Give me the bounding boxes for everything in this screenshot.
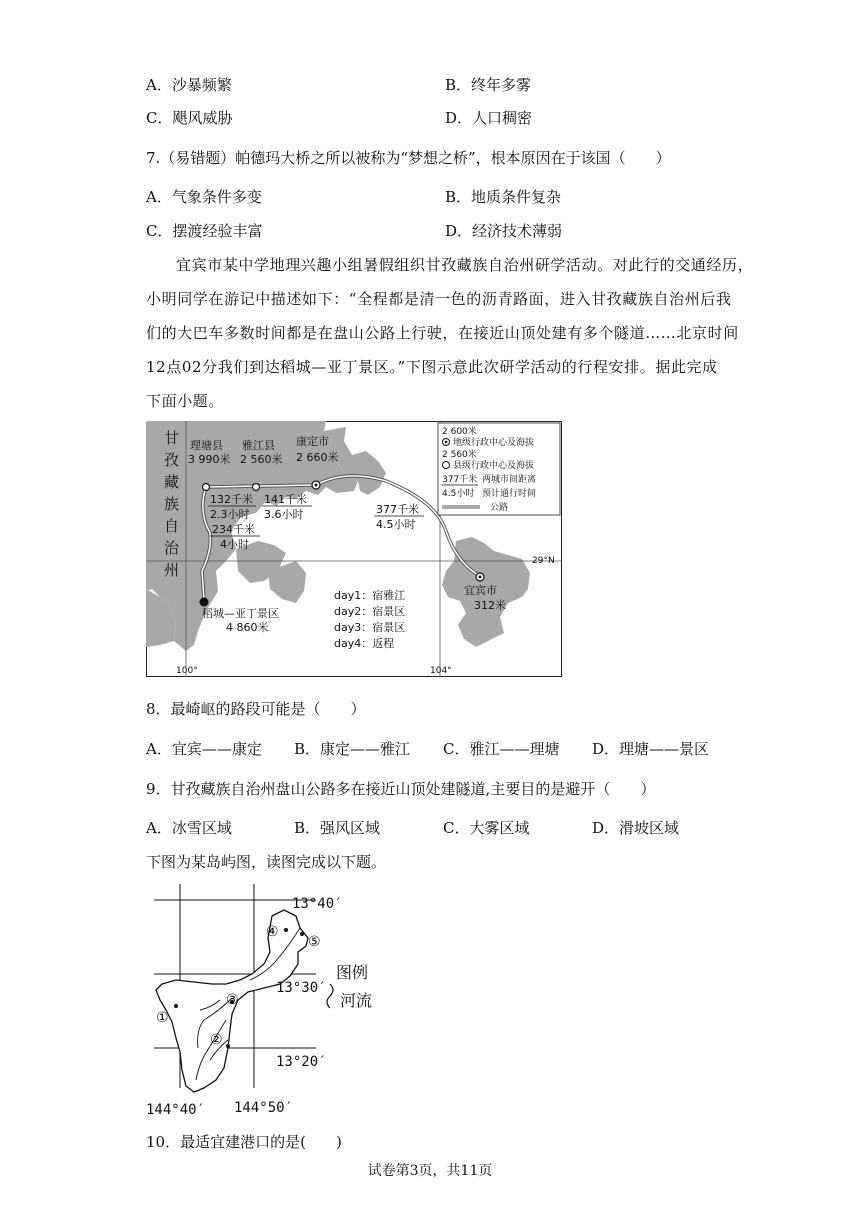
legend-county-elev: 2 560米 [442, 450, 477, 460]
passage-line-4: 12点02分我们到达稻城—亚丁景区。”下图示意此次研学活动的行程安排。据此完成 [146, 358, 718, 376]
itinerary-day3: day3：宿景区 [334, 621, 406, 634]
q7-option-c: C．摆渡经验丰富 [146, 222, 263, 240]
point-3: ③ [226, 992, 239, 1008]
q7-option-a: A．气象条件多变 [146, 188, 262, 206]
seg-yj-kd-time: 3.6小时 [264, 508, 304, 521]
island-legend [327, 963, 372, 1010]
region-char-6: 治 [164, 539, 180, 557]
lat-13-40: 13°40′ [292, 896, 343, 912]
litang-elev: 3 990米 [188, 453, 231, 466]
point-1: ① [156, 1010, 169, 1026]
region-char-2: 孜 [164, 451, 180, 469]
q7-option-d: D．经济技术薄弱 [445, 222, 563, 240]
q9-option-b: B．强风区域 [294, 819, 381, 837]
q6-option-d: D．人口稠密 [445, 109, 533, 127]
q8-option-b: B．康定——雅江 [294, 740, 411, 758]
kangding-name: 康定市 [296, 435, 329, 448]
yibin-elev: 312米 [474, 599, 506, 612]
q9-stem: 9．甘孜藏族自治州盘山公路多在接近山顶处建隧道,主要目的是避开（ ） [146, 780, 656, 798]
point-4: ④ [266, 924, 279, 940]
seg-lt-yj-dist: 132千米 [210, 493, 253, 506]
q8-option-d: D．理塘——景区 [592, 740, 710, 758]
yajiang-marker [253, 484, 260, 491]
route-legend [438, 423, 560, 515]
daocheng-marker [200, 598, 209, 607]
seg-yj-kd-dist: 141千米 [264, 493, 307, 506]
lat-13-20: 13°20′ [276, 1054, 327, 1070]
q9-option-a: A．冰雪区域 [146, 819, 232, 837]
lon-144-40: 144°40′ [146, 1102, 206, 1118]
region-char-7: 州 [164, 561, 180, 579]
litang-marker [203, 484, 210, 491]
legend-time-label: 预计通行时间 [482, 489, 537, 499]
legend-county-label: 县级行政中心及海拔 [453, 461, 535, 471]
seg-kd-yb-dist: 377千米 [376, 503, 419, 516]
seg-lt-yj-time: 2.3小时 [210, 508, 250, 521]
q6-option-b: B．终年多雾 [445, 76, 532, 94]
region-char-4: 族 [164, 495, 180, 513]
route-map [146, 421, 562, 677]
yajiang-name: 雅江县 [242, 439, 275, 452]
kangding-elev: 2 660米 [296, 451, 339, 464]
legend-river: 河流 [340, 991, 373, 1010]
q6-option-a: A．沙暴频繁 [146, 76, 232, 94]
q10-stem: 10．最适宜建港口的是( ) [146, 1133, 342, 1151]
legend-road-label: 公路 [490, 503, 509, 513]
region-char-5: 自 [164, 517, 180, 535]
lat-label: 29°N [532, 556, 555, 566]
legend-time-sample: 4.5小时 [442, 489, 475, 499]
yibin-name: 宜宾市 [464, 584, 497, 597]
daocheng-elev: 4 860米 [226, 621, 269, 634]
q7-option-b: B．地质条件复杂 [445, 188, 562, 206]
island-intro: 下图为某岛屿图，读图完成以下题。 [146, 853, 387, 871]
seg-lt-dc-time: 4小时 [220, 538, 249, 551]
legend-dist-label: 两城市间距离 [482, 475, 537, 485]
region-char-1: 甘 [164, 429, 180, 447]
itinerary-day2: day2：宿景区 [334, 605, 406, 618]
lon-label-100: 100° [176, 666, 198, 676]
seg-kd-yb-time: 4.5小时 [376, 518, 416, 531]
yajiang-elev: 2 560米 [240, 453, 283, 466]
q9-option-c: C．大雾区域 [443, 819, 530, 837]
passage-line-1: 宜宾市某中学地理兴趣小组暑假组织甘孜藏族自治州研学活动。对此行的交通经历， [176, 256, 754, 274]
seg-lt-dc-dist: 234千米 [212, 523, 255, 536]
q9-option-d: D．滑坡区域 [592, 819, 680, 837]
legend-dist-sample: 377千米 [442, 475, 478, 485]
q8-option-c: C．雅江——理塘 [443, 740, 560, 758]
itinerary-day4: day4：返程 [334, 637, 395, 650]
legend-pref-elev: 2 600米 [442, 427, 477, 437]
legend-pref-label: 地级行政中心及海拔 [453, 438, 535, 448]
q7-stem: 7.（易错题）帕德玛大桥之所以被称为“梦想之桥”，根本原因在于该国（ ） [146, 149, 671, 167]
lon-label-104: 104° [430, 666, 452, 676]
island-map [140, 880, 400, 1120]
q8-stem: 8．最崎岖的路段可能是（ ） [146, 700, 366, 718]
point-2: ② [210, 1032, 223, 1048]
passage-line-3: 们的大巴车多数时间都是在盘山公路上行驶，在接近山顶处建有多个隧道……北京时间 [146, 324, 739, 342]
itinerary-day1: day1：宿雅江 [334, 589, 406, 602]
point-5: ⑤ [308, 934, 321, 950]
litang-name: 理塘县 [190, 439, 223, 452]
daocheng-name: 稻城—亚丁景区 [202, 607, 279, 620]
passage-line-2: 小明同学在游记中描述如下：“全程都是清一色的沥青路面，进入甘孜藏族自治州后我 [146, 290, 732, 308]
legend-title: 图例 [336, 963, 369, 982]
lon-144-50: 144°50′ [234, 1100, 294, 1116]
passage-line-5: 下面小题。 [146, 392, 225, 410]
q6-option-c: C．飓风威胁 [146, 109, 233, 127]
passage [146, 248, 754, 418]
page-footer: 试卷第3页，共11页 [367, 1163, 493, 1179]
region-char-3: 藏 [164, 473, 180, 491]
q8-option-a: A．宜宾——康定 [146, 740, 262, 758]
lat-13-30: 13°30′ [276, 980, 327, 996]
